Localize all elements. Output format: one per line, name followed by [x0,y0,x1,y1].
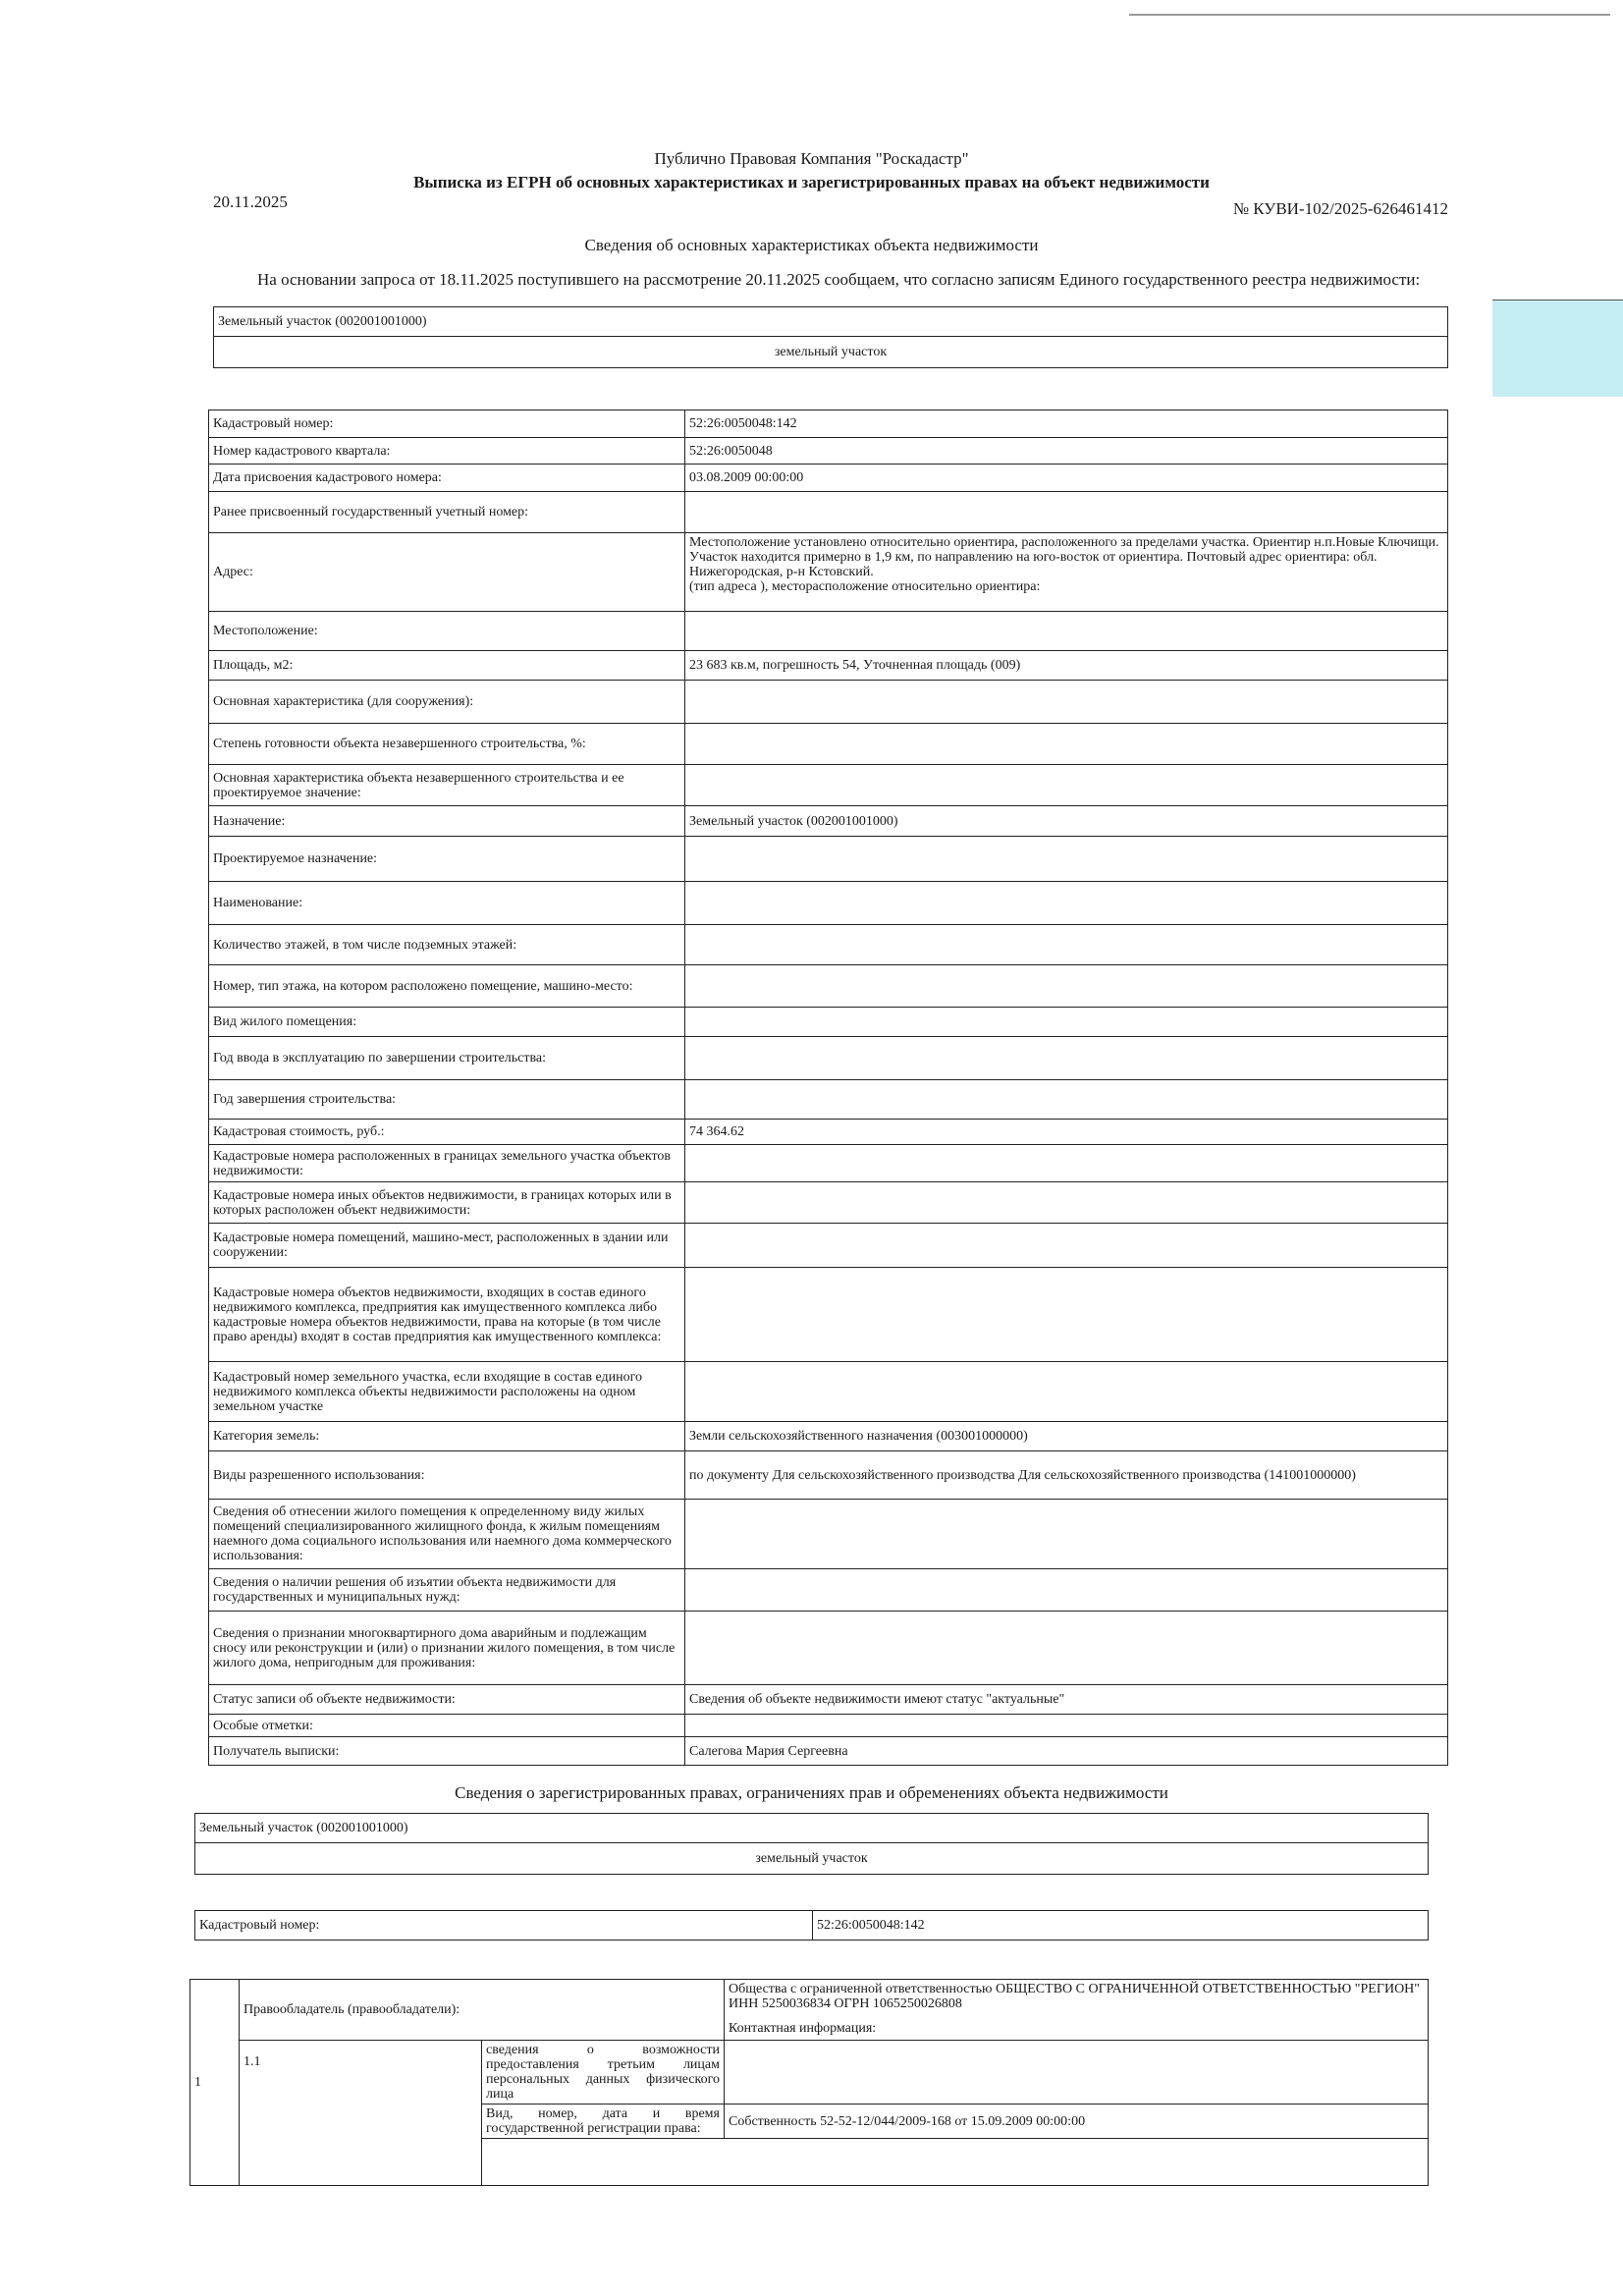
characteristic-row [209,1569,1448,1612]
intro-text: На основании запроса от 18.11.2025 поступившего на рассмотрение 20.11.2025 сообщаем, что согласно записям Единого государственного реестра недвижимости: [257,270,1421,289]
characteristic-value [685,882,1448,925]
characteristic-row [209,1737,1448,1766]
address-type-value: (тип адреса ), месторасположение относительно ориентира: [689,579,1041,594]
characteristic-label: Год завершения строительства: [209,1080,685,1120]
characteristic-row [209,837,1448,882]
characteristic-label: Кадастровые номера расположенных в границах земельного участка объектов недвижимости: [209,1145,685,1182]
characteristic-value [685,837,1448,882]
characteristic-label: Статус записи об объекте недвижимости: [209,1685,685,1715]
characteristic-row [209,1451,1448,1500]
characteristic-row [209,1145,1448,1182]
characteristic-row [209,1715,1448,1737]
company-name: Публично Правовая Компания "Роскадастр" [654,149,969,168]
characteristic-value [685,1362,1448,1422]
characteristic-row [209,765,1448,806]
rights-cadastral-label: Кадастровый номер: [195,1911,813,1941]
characteristic-label: Сведения о признании многоквартирного дома аварийным и подлежащим сносу или реконструкции и (или) о признании жилого помещения, в том числе жилого дома, непригодным для проживания: [209,1612,685,1685]
characteristic-value [685,492,1448,533]
characteristic-value [685,1612,1448,1685]
characteristic-row [209,1612,1448,1685]
characteristic-label: Площадь, м2: [209,651,685,681]
characteristic-label: Кадастровая стоимость, руб.: [209,1120,685,1145]
characteristic-value [685,1500,1448,1569]
characteristic-value [685,724,1448,765]
characteristic-value [685,965,1448,1008]
characteristic-value [685,612,1448,651]
characteristic-row [209,612,1448,651]
object-type-table [213,306,1448,368]
characteristic-row [209,1008,1448,1037]
characteristic-value [685,765,1448,806]
characteristic-label: Особые отметки: [209,1715,685,1737]
characteristic-label: Категория земель: [209,1422,685,1451]
characteristic-value [685,1224,1448,1268]
characteristic-value: 03.08.2009 00:00:00 [685,465,1448,492]
document-date: 20.11.2025 [213,192,288,211]
characteristic-row [209,681,1448,724]
characteristic-row [209,1080,1448,1120]
characteristic-label: Основная характеристика объекта незавершенного строительства и ее проектируемое значение: [209,765,685,806]
rights-table [189,1979,1429,2186]
characteristic-value: Салегова Мария Сергеевна [685,1737,1448,1766]
rights-empty-row [482,2139,1429,2186]
characteristic-value [685,1080,1448,1120]
characteristic-label: Кадастровый номер земельного участка, если входящие в состав единого недвижимого комплекса объекты недвижимости расположены на одном земельном участке [209,1362,685,1422]
characteristic-value [685,1008,1448,1037]
characteristic-value [685,925,1448,965]
characteristic-row [209,1224,1448,1268]
holder-value: Общества с ограниченной ответственностью ОБЩЕСТВО С ОГРАНИЧЕННОЙ ОТВЕТСТВЕННОСТЬЮ "РЕГИОН" ИНН 5250036834 ОГРН 1065250026808 [729,1982,1420,2011]
scan-color-strip [1492,300,1623,397]
characteristic-label: Кадастровые номера иных объектов недвижимости, в границах которых или в которых расположен объект недвижимости: [209,1182,685,1224]
scan-edge-line [1129,14,1610,16]
characteristic-row [209,492,1448,533]
characteristic-row [209,1500,1448,1569]
characteristic-label: Номер кадастрового квартала: [209,438,685,465]
characteristic-label: Проектируемое назначение: [209,837,685,882]
characteristic-row [209,1362,1448,1422]
characteristic-value [685,681,1448,724]
characteristic-value [685,1569,1448,1612]
characteristic-label: Получатель выписки: [209,1737,685,1766]
characteristic-label: Количество этажей, в том числе подземных этажей: [209,925,685,965]
characteristic-label: Степень готовности объекта незавершенного строительства, %: [209,724,685,765]
object-kind: земельный участок [214,337,1448,368]
characteristic-label: Кадастровый номер: [209,410,685,438]
characteristic-row [209,651,1448,681]
characteristic-value: 52:26:0050048 [685,438,1448,465]
characteristic-value [685,533,1448,612]
characteristic-label: Местоположение: [209,612,685,651]
characteristic-value: 74 364.62 [685,1120,1448,1145]
personal-data-label: сведения о возможности предоставления третьим лицам персональных данных физического лица [482,2041,725,2105]
characteristic-value [685,1037,1448,1080]
characteristic-label: Наименование: [209,882,685,925]
holder-label: Правообладатель (правообладатели): [240,1980,725,2041]
characteristic-row [209,1685,1448,1715]
address-value: Местоположение установлено относительно ориентира, расположенного за пределами участка. Ориентир н.п.Новые Ключищи. Участок находится примерно в 1,9 км, по направлению на юго-восток от ориентира. Почтовый адрес ориентира: обл. Нижегородская, р-н Кстовский. [689,535,1439,579]
characteristic-label: Год ввода в эксплуатацию по завершении строительства: [209,1037,685,1080]
characteristic-row [209,1182,1448,1224]
rights-object-type-table [194,1813,1429,1875]
characteristic-value [685,1268,1448,1362]
characteristic-row [209,410,1448,438]
characteristic-label: Дата присвоения кадастрового номера: [209,465,685,492]
characteristic-value [685,1715,1448,1737]
characteristics-table [208,410,1448,1766]
object-type: Земельный участок (002001001000) [214,307,1448,337]
characteristic-row [209,1120,1448,1145]
characteristic-label: Кадастровые номера объектов недвижимости, входящих в состав единого недвижимого комплекса, предприятия как имущественного комплекса либо кадастровые номера объектов недвижимости, права на которые (в том числе право аренды) входят в состав предприятия как имущественного комплекса: [209,1268,685,1362]
characteristic-row [209,533,1448,612]
registration-value: Собственность 52-52-12/044/2009-168 от 15.09.2009 00:00:00 [725,2105,1429,2139]
characteristic-value: 52:26:0050048:142 [685,410,1448,438]
characteristic-label: Кадастровые номера помещений, машино-мест, расположенных в здании или сооружении: [209,1224,685,1268]
characteristic-row [209,925,1448,965]
characteristic-label: Виды разрешенного использования: [209,1451,685,1500]
characteristic-row [209,1422,1448,1451]
characteristic-label: Сведения о наличии решения об изъятии объекта недвижимости для государственных и муниципальных нужд: [209,1569,685,1612]
characteristic-value [685,1182,1448,1224]
characteristic-row [209,965,1448,1008]
characteristic-row [209,1037,1448,1080]
characteristic-value: 23 683 кв.м, погрешность 54, Уточненная площадь (009) [685,651,1448,681]
characteristic-label: Основная характеристика (для сооружения): [209,681,685,724]
characteristic-label: Номер, тип этажа, на котором расположено помещение, машино-место: [209,965,685,1008]
characteristic-row [209,806,1448,837]
characteristic-row [209,438,1448,465]
rights-cadastral-table [194,1910,1429,1941]
characteristic-row [209,1268,1448,1362]
characteristic-value: Земли сельскохозяйственного назначения (003001000000) [685,1422,1448,1451]
characteristic-value [685,1145,1448,1182]
characteristic-label: Вид жилого помещения: [209,1008,685,1037]
personal-data-value [725,2041,1429,2105]
characteristic-value: Сведения об объекте недвижимости имеют статус "актуальные" [685,1685,1448,1715]
rights-object-kind: земельный участок [195,1843,1429,1875]
rights-row-number: 1 [190,1980,240,2186]
characteristic-row [209,882,1448,925]
characteristic-label: Назначение: [209,806,685,837]
rights-object-type: Земельный участок (002001001000) [195,1814,1429,1843]
characteristic-label: Адрес: [209,533,685,612]
registration-label: Вид, номер, дата и время государственной регистрации права: [482,2105,725,2139]
section2-title: Сведения о зарегистрированных правах, ограничениях прав и обременениях объекта недвижимости [455,1783,1168,1802]
characteristic-label: Ранее присвоенный государственный учетный номер: [209,492,685,533]
rights-sub-number: 1.1 [240,2041,482,2186]
characteristic-row [209,724,1448,765]
document-number: № КУВИ-102/2025-626461412 [1232,199,1448,218]
contact-label: Контактная информация: [729,2021,877,2036]
section1-title: Сведения об основных характеристиках объекта недвижимости [584,236,1039,254]
characteristic-row [209,465,1448,492]
characteristic-value: по документу Для сельскохозяйственного производства Для сельскохозяйственного производства (141001000000) [685,1451,1448,1500]
document-title: Выписка из ЕГРН об основных характеристиках и зарегистрированных правах на объект недвижимости [413,173,1210,191]
characteristic-label: Сведения об отнесении жилого помещения к определенному виду жилых помещений специализированного жилищного фонда, к жилым помещениям наемного дома социального использования или наемного дома коммерческого использования: [209,1500,685,1569]
characteristic-value: Земельный участок (002001001000) [685,806,1448,837]
rights-cadastral-value: 52:26:0050048:142 [813,1911,1429,1941]
